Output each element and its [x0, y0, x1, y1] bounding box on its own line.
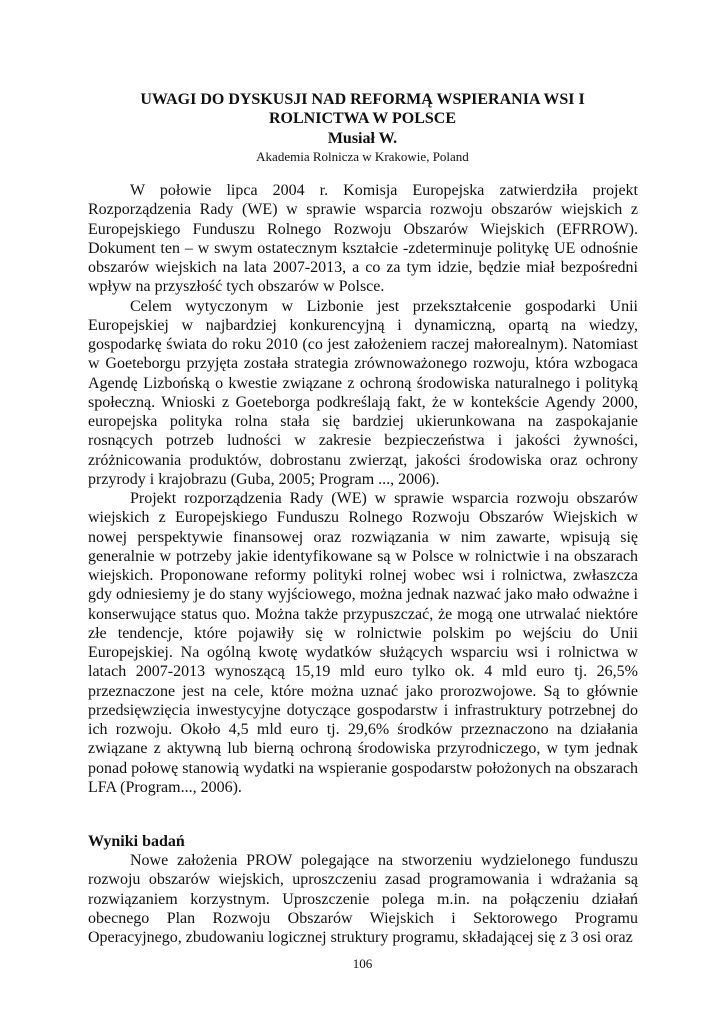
results-body	[88, 851, 638, 947]
paper-title: UWAGI DO DYSKUSJI NAD REFORMĄ WSPIERANIA WSI I ROLNICTWA W POLSCE	[140, 91, 585, 127]
results-paragraph: Nowe założenia PROW polegające na stworzeniu wydzielonego funduszu rozwoju obszarów wiejskich, uproszczeniu zasad programowania i wdrażania są rozwiązaniem korzystnym. Uproszczenie polega m.in. na połączeniu działań obecnego Plan Rozwoju Obszarów Wiejskich i Sektorowego Programu Operacyjnego, zbudowaniu logicznej struktury programu, składającej się z 3 osi oraz	[88, 852, 638, 946]
section-heading-results: Wyniki badań	[88, 833, 185, 850]
paragraph-2: Celem wytyczonym w Lizbonie jest przekształcenie gospodarki Unii Europejskiej w najbardziej konkurencyjną i dynamiczną, opartą na wiedzy, gospodarkę świata do roku 2010 (co jest założeniem raczej małorealnym). Natomiast w Goeteborgu przyjęta została strategia zrównoważonego rozwoju, która wzbogaca Agendę Lizbońską o kwestie związane z ochroną środowiska naturalnego i polityką społeczną. Wnioski z Goeteborga podkreślają fakt, że w kontekście Agendy 2000, europejska polityka rolna stała się bardziej ukierunkowana na zaspokajanie rosnących potrzeb ludności w zakresie bezpieczeństwa i jakości żywności, zróżnicowania produktów, dobrostanu zwierząt, jakości środowiska oraz ochrony przyrody i krajobrazu (Guba, 2005; Program ..., 2006).	[88, 297, 638, 488]
introduction-body	[88, 181, 638, 797]
page-number: 106	[352, 956, 373, 971]
author-affiliation: Akademia Rolnicza w Krakowie, Poland	[256, 149, 469, 164]
paragraph-3: Projekt rozporządzenia Rady (WE) w sprawie wsparcia rozwoju obszarów wiejskich z Europejskiego Funduszu Rolnego Rozwoju Obszarów Wiejskich w nowej perspektywie finansowej oraz rozwiązania w nim zawarte, wpisują się generalnie w potrzeby jakie identyfikowane są w Polsce w rolnictwie i na obszarach wiejskich. Proponowane reformy polityki rolnej wobec wsi i rolnictwa, zwłaszcza gdy odniesiemy je do stany wyjściowego, można jednak nazwać jako mało odważne i konserwujące status quo. Można także przypuszczać, że mogą one utrwalać niektóre złe tendencje, które pojawiły się w rolnictwie polskim po wejściu do Unii Europejskiej. Na ogólną kwotę wydatków służących wsparciu wsi i rolnictwa w latach 2007-2013 wynoszącą 15,19 mld euro tylko ok. 4 mld euro tj. 26,5% przeznaczone jest na cele, które można uznać jako prorozwojowe. Są to głównie przedsięwzięcia inwestycyjne dotyczące gospodarstw i infrastruktury potrzebnej do ich rozwoju. Około 4,5 mld euro tj. 29,6% środków przeznaczono na działania związane z aktywną lub bierną ochroną środowiska przyrodniczego, w tym jednak ponad połowę stanowią wydatki na wspieranie gospodarstw położonych na obszarach LFA (Program..., 2006).	[88, 490, 638, 796]
paragraph-1: W połowie lipca 2004 r. Komisja Europejska zatwierdziła projekt Rozporządzenia Rady (WE) w sprawie wsparcia rozwoju obszarów wiejskich z Europejskiego Funduszu Rolnego Rozwoju Obszarów Wiejskich (EFRROW). Dokument ten – w swym ostatecznym kształcie -zdeterminuje politykę UE odnośnie obszarów wiejskich na lata 2007-2013, a co za tym idzie, będzie miał bezpośredni wpływ na przyszłość tych obszarów w Polsce.	[88, 182, 638, 296]
paper-author: Musiał W.	[327, 130, 398, 147]
